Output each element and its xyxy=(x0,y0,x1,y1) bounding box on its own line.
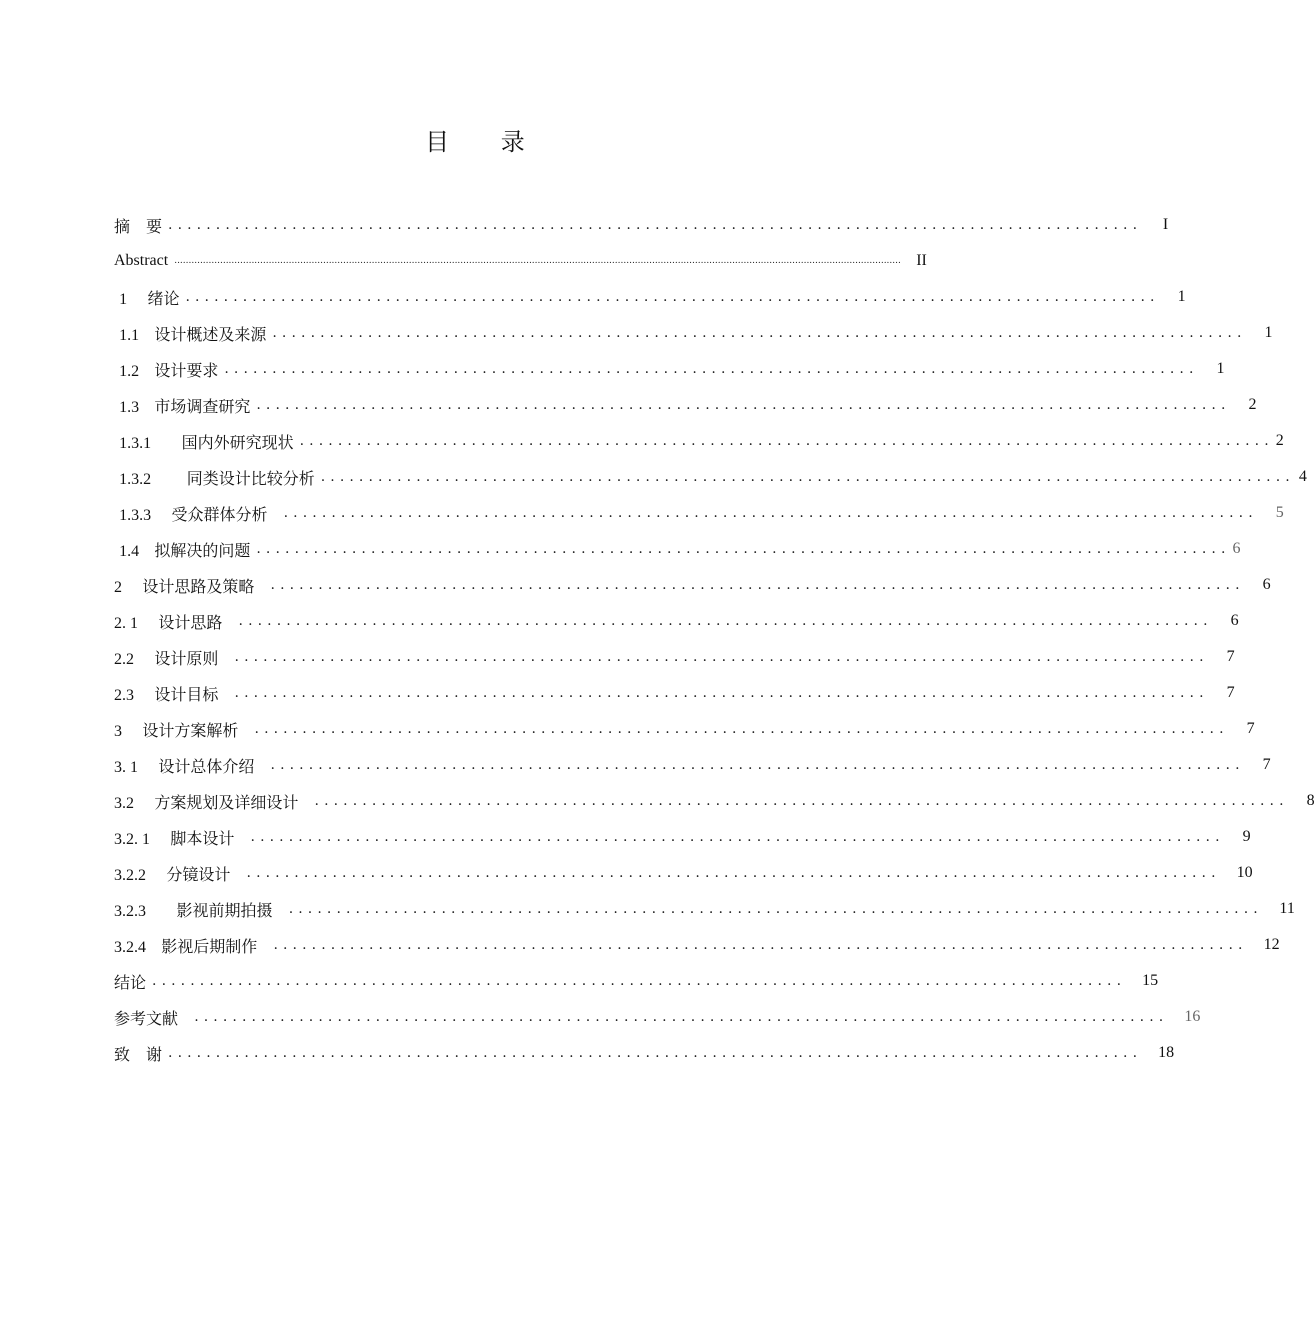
dot-leader: ...................................................................................................... xyxy=(168,1045,1143,1061)
toc-entry-label: 1.3.2 同类设计比较分析 xyxy=(114,466,317,489)
toc-entry[interactable] xyxy=(114,819,1251,855)
toc-entry-page: 6 xyxy=(1262,576,1271,593)
toc-entry[interactable] xyxy=(114,963,1159,999)
toc-entry[interactable] xyxy=(114,747,1271,783)
toc-entry-page: 7 xyxy=(1226,684,1235,701)
toc-entry-label: 2.3 设计目标 xyxy=(114,682,231,705)
toc-entry-label: 1 绪论 xyxy=(114,286,181,309)
dot-leader: ...................................................................................................... xyxy=(254,721,1229,737)
dot-leader: ...................................................................................................... xyxy=(246,865,1221,881)
toc-entry-page: 12 xyxy=(1263,936,1280,953)
dot-leader: ...................................................................................................... xyxy=(256,541,1231,557)
dot-leader: ...................................................................................................... xyxy=(194,1009,1169,1025)
toc-entry[interactable] xyxy=(114,675,1235,711)
toc-entry-label: 3. 1 设计总体介绍 xyxy=(114,754,267,777)
toc-entry-page: 6 xyxy=(1230,612,1239,629)
toc-entry-page: 7 xyxy=(1262,756,1271,773)
toc-entry[interactable] xyxy=(114,855,1253,891)
toc-entry-page: 11 xyxy=(1279,900,1295,917)
dot-leader: ...................................................................................................... xyxy=(270,577,1245,593)
dot-leader: ...................................................................................................... xyxy=(273,937,1248,953)
toc-entry-page: 5 xyxy=(1275,504,1284,521)
toc-entry[interactable] xyxy=(114,567,1271,603)
toc-entry-page: 10 xyxy=(1236,864,1253,881)
dot-leader: ...................................................................................................... xyxy=(288,901,1263,917)
toc-entry-label: 1.3.1 国内外研究现状 xyxy=(114,430,296,453)
toc-entry-page: 1 xyxy=(1264,324,1273,341)
toc-entry-label: 1.4 拟解决的问题 xyxy=(114,538,252,561)
toc-entry-label: 2. 1 设计思路 xyxy=(114,610,235,633)
toc-entry-label: 2 设计思路及策略 xyxy=(114,574,267,597)
table-of-contents xyxy=(114,207,1315,1071)
dot-leader: .............................................................................................................................................................................................................................................................. xyxy=(174,256,901,266)
toc-entry[interactable] xyxy=(114,639,1235,675)
toc-entry[interactable] xyxy=(114,1035,1175,1071)
toc-entry[interactable] xyxy=(114,387,1257,423)
dot-leader: ...................................................................................................... xyxy=(238,613,1213,629)
page-title: 目 录 xyxy=(425,128,547,156)
dot-leader: ...................................................................................................... xyxy=(270,757,1245,773)
toc-entry-page: 1 xyxy=(1216,360,1225,377)
toc-entry[interactable] xyxy=(114,927,1280,963)
toc-entry-label: 3 设计方案解析 xyxy=(114,718,251,741)
toc-entry-page: 4 xyxy=(1298,468,1307,485)
dot-leader: ...................................................................................................... xyxy=(168,217,1143,233)
toc-entry-label: 3.2.2 分镜设计 xyxy=(114,862,243,885)
dot-leader: ...................................................................................................... xyxy=(283,505,1258,521)
toc-entry[interactable] xyxy=(114,315,1273,351)
toc-entry-label: 1.3 市场调查研究 xyxy=(114,394,252,417)
toc-entry[interactable] xyxy=(114,783,1315,819)
toc-entry[interactable] xyxy=(114,999,1201,1035)
toc-entry-page: 1 xyxy=(1177,288,1186,305)
toc-entry[interactable] xyxy=(114,207,1169,243)
toc-entry-label: 1.2 设计要求 xyxy=(114,358,220,381)
dot-leader: ...................................................................................................... xyxy=(314,793,1289,809)
dot-leader: ...................................................................................................... xyxy=(272,325,1247,341)
dot-leader: ...................................................................................................... xyxy=(152,973,1127,989)
dot-leader: ...................................................................................................... xyxy=(256,397,1231,413)
toc-entry-label: 2.2 设计原则 xyxy=(114,646,231,669)
toc-entry-page: 6 xyxy=(1232,540,1241,557)
toc-entry-page: 2 xyxy=(1275,432,1284,449)
toc-entry-label: 致 谢 xyxy=(114,1042,164,1065)
toc-entry-label: 摘 要 xyxy=(114,214,164,237)
toc-entry-page: 8 xyxy=(1306,792,1315,809)
dot-leader: ...................................................................................................... xyxy=(224,361,1199,377)
dot-leader: ...................................................................................................... xyxy=(299,433,1274,449)
toc-entry-page: 9 xyxy=(1242,828,1251,845)
toc-entry[interactable] xyxy=(114,243,927,279)
toc-entry-page: II xyxy=(916,252,927,269)
toc-entry[interactable] xyxy=(114,531,1241,567)
toc-entry-label: 3.2.3 影视前期拍摄 xyxy=(114,898,285,921)
toc-entry-page: 15 xyxy=(1142,972,1159,989)
dot-leader: ...................................................................................................... xyxy=(185,289,1160,305)
toc-entry-label: 1.3.3 受众群体分析 xyxy=(114,502,280,525)
toc-entry-label: 3.2. 1 脚本设计 xyxy=(114,826,247,849)
toc-entry[interactable] xyxy=(114,423,1284,459)
toc-entry[interactable] xyxy=(114,279,1186,315)
toc-entry-page: 16 xyxy=(1184,1008,1201,1025)
dot-leader: ...................................................................................................... xyxy=(250,829,1225,845)
toc-entry-page: 18 xyxy=(1158,1044,1175,1061)
toc-entry-page: I xyxy=(1162,216,1169,233)
toc-entry-page: 2 xyxy=(1248,396,1257,413)
dot-leader: ...................................................................................................... xyxy=(234,685,1209,701)
dot-leader: ...................................................................................................... xyxy=(234,649,1209,665)
dot-leader: ...................................................................................................... xyxy=(320,469,1295,485)
toc-entry[interactable] xyxy=(114,495,1284,531)
toc-entry-page: 7 xyxy=(1246,720,1255,737)
toc-entry-page: 7 xyxy=(1226,648,1235,665)
toc-entry[interactable] xyxy=(114,891,1295,927)
toc-entry-label: 3.2 方案规划及详细设计 xyxy=(114,790,311,813)
toc-entry-label: 1.1 设计概述及来源 xyxy=(114,322,268,345)
toc-entry[interactable] xyxy=(114,459,1307,495)
toc-entry-label: 参考文献 xyxy=(114,1006,190,1029)
toc-entry[interactable] xyxy=(114,603,1239,639)
toc-entry[interactable] xyxy=(114,351,1225,387)
toc-entry[interactable] xyxy=(114,711,1255,747)
toc-entry-label: 3.2.4 影视后期制作 xyxy=(114,934,269,957)
toc-entry-label: 结论 xyxy=(114,970,148,993)
toc-entry-label: Abstract xyxy=(114,252,169,269)
